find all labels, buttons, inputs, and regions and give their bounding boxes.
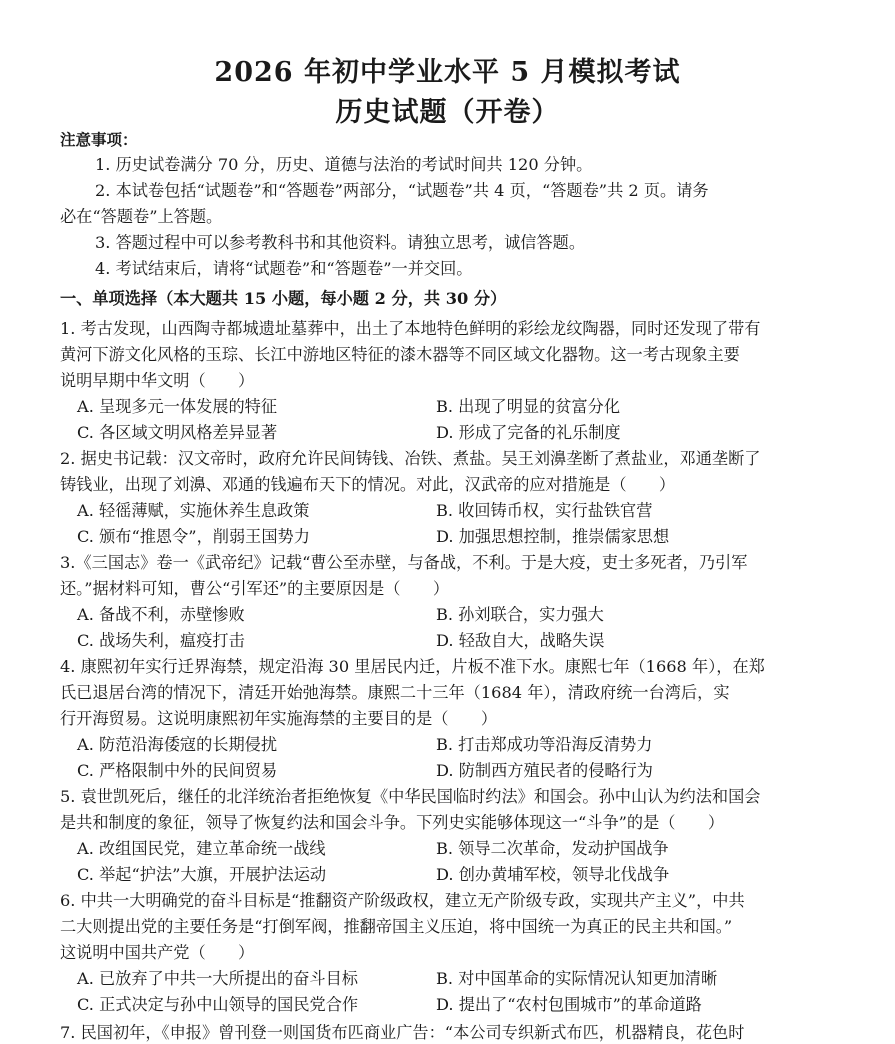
option-b: B. 领导二次革命，发动护国战争 <box>436 839 669 858</box>
option-b: B. 对中国革命的实际情况认知更加清晰 <box>436 969 718 988</box>
question-stem-line: 1. 考古发现，山西陶寺都城遗址墓葬中，出土了本地特色鲜明的彩绘龙纹陶器，同时还发现了带有 <box>60 319 761 338</box>
question-stem-line: 行开海贸易。这说明康熙初年实施海禁的主要目的是（ ） <box>60 709 498 728</box>
option-a: A. 已放弃了中共一大所提出的奋斗目标 <box>77 969 358 988</box>
option-a: A. 防范沿海倭寇的长期侵扰 <box>77 735 278 754</box>
note-line: 2. 本试卷包括“试题卷”和“答题卷”两部分，“试题卷”共 4 页，“答题卷”共 2 页。请务 <box>95 181 709 200</box>
option-a: A. 改组国民党，建立革命统一战线 <box>77 839 326 858</box>
option-d: D. 加强思想控制，推崇儒家思想 <box>436 527 670 546</box>
question-stem-line: 黄河下游文化风格的玉琮、长江中游地区特征的漆木器等不同区域文化器物。这一考古现象主要 <box>60 345 740 364</box>
question-stem-line: 2. 据史书记载：汉文帝时，政府允许民间铸钱、冶铁、煮盐。吴王刘濞垄断了煮盐业，邓通垄断了 <box>60 449 761 468</box>
option-c: C. 正式决定与孙中山领导的国民党合作 <box>77 995 359 1014</box>
question-stem-line: 这说明中国共产党（ ） <box>60 943 255 962</box>
question-stem-line: 6. 中共一大明确党的奋斗目标是“推翻资产阶级政权，建立无产阶级专政，实现共产主义”，中共 <box>60 891 745 910</box>
question-stem-line: 氏已退居台湾的情况下，清廷开始弛海禁。康熙二十三年（1684 年），清政府统一台湾后，实 <box>60 683 730 702</box>
option-c: C. 严格限制中外的民间贸易 <box>77 761 278 780</box>
question-stem-line: 3.《三国志》卷一《武帝纪》记载“曹公至赤壁，与备战，不利。于是大疫，吏士多死者，乃引军 <box>60 553 748 572</box>
note-line: 3. 答题过程中可以参考教科书和其他资料。请独立思考，诚信答题。 <box>95 233 586 252</box>
option-c: C. 战场失利，瘟疫打击 <box>77 631 245 650</box>
section-title: 一、单项选择（本大题共 15 小题，每小题 2 分，共 30 分） <box>60 289 507 308</box>
option-d: D. 形成了完备的礼乐制度 <box>436 423 621 442</box>
question-stem-line: 7. 民国初年，《申报》曾刊登一则国货布匹商业广告：“本公司专织新式布匹，机器精良，花色时 <box>60 1023 745 1042</box>
question-stem-line: 是共和制度的象征，领导了恢复约法和国会斗争。下列史实能够体现这一“斗争”的是（ ） <box>60 813 725 832</box>
option-b: B. 孙刘联合，实力强大 <box>436 605 604 624</box>
option-b: B. 收回铸币权，实行盐铁官营 <box>436 501 653 520</box>
question-stem-line: 二大则提出党的主要任务是“打倒军阀，推翻帝国主义压迫，将中国统一为真正的民主共和国。” <box>60 917 733 936</box>
option-c: C. 颁布“推恩令”，削弱王国势力 <box>77 527 310 546</box>
notes-heading: 注意事项： <box>60 130 138 149</box>
note-line: 必在“答题卷”上答题。 <box>60 207 223 226</box>
question-stem-line: 铸钱业，出现了刘濞、邓通的钱遍布天下的情况。对此，汉武帝的应对措施是（ ） <box>60 475 676 494</box>
option-c: C. 举起“护法”大旗，开展护法运动 <box>77 865 327 884</box>
exam-title: 2026 年初中学业水平 5 月模拟考试 <box>214 57 681 88</box>
question-stem-line: 还。”据材料可知，曹公“引军还”的主要原因是（ ） <box>60 579 450 598</box>
question-stem-line: 4. 康熙初年实行迁界海禁，规定沿海 30 里居民内迁，片板不准下水。康熙七年（1668 年），在郑 <box>60 657 765 676</box>
note-line: 1. 历史试卷满分 70 分，历史、道德与法治的考试时间共 120 分钟。 <box>95 155 593 174</box>
exam-subtitle: 历史试题（开卷） <box>335 97 560 128</box>
option-c: C. 各区域文明风格差异显著 <box>77 423 278 442</box>
note-line: 4. 考试结束后，请将“试题卷”和“答题卷”一并交回。 <box>95 259 473 278</box>
option-b: B. 出现了明显的贫富分化 <box>436 397 621 416</box>
question-stem-line: 5. 袁世凯死后，继任的北洋统治者拒绝恢复《中华民国临时约法》和国会。孙中山认为约法和国会 <box>60 787 761 806</box>
option-d: D. 创办黄埔军校，领导北伐战争 <box>436 865 670 884</box>
option-b: B. 打击郑成功等沿海反清势力 <box>436 735 653 754</box>
option-d: D. 防制西方殖民者的侵略行为 <box>436 761 653 780</box>
question-stem-line: 说明早期中华文明（ ） <box>60 371 255 390</box>
option-d: D. 提出了“农村包围城市”的革命道路 <box>436 995 702 1014</box>
option-d: D. 轻敌自大，战略失误 <box>436 631 605 650</box>
option-a: A. 呈现多元一体发展的特征 <box>77 397 278 416</box>
option-a: A. 备战不利，赤壁惨败 <box>77 605 245 624</box>
option-a: A. 轻徭薄赋，实施休养生息政策 <box>77 501 310 520</box>
